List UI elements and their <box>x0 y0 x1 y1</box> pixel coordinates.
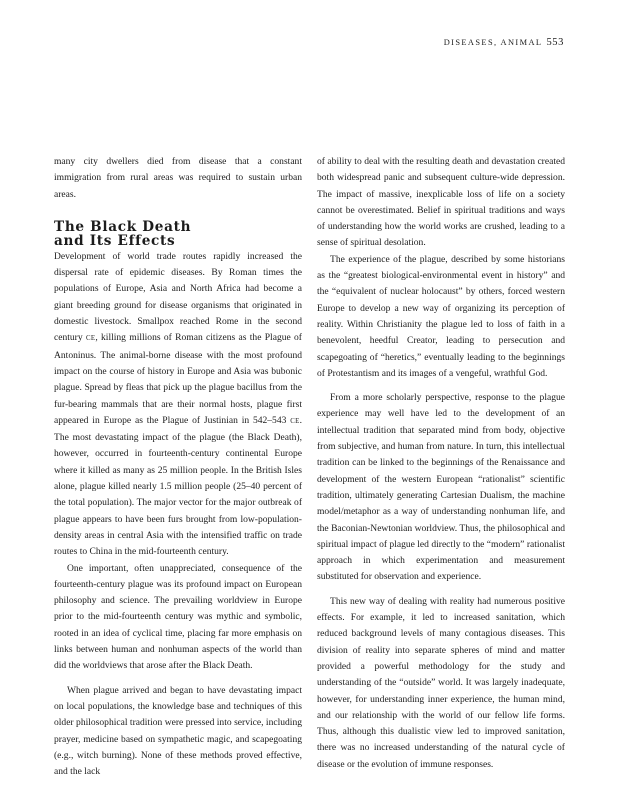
section-heading <box>54 220 302 249</box>
paragraph-text: Development of world trade routes rapidly increased the dispersal rate of epidemic diseases. By Roman times the populations of Europe, Asia and North Africa had become a giant breeding ground for disease organisms that originated in domestic livestock. Smallpox reached Rome in the second century <box>54 250 302 344</box>
running-title: DISEASES, ANIMAL <box>443 38 543 47</box>
right-column <box>317 154 565 773</box>
era-abbreviation: CE <box>85 335 96 343</box>
paragraph-trade-routes <box>54 249 302 561</box>
section-heading-line1: The Black Death <box>54 218 192 235</box>
paragraph-text: . The most devastating impact of the plague (the Black Death), however, occurred in fourteenth-century continental Europe where it killed as many as 25 million people. In the British Isles alone, plague killed nearly 1.5 million people (25–40 percent of the total population). The major vector for the major outbreak of plague appears to have been furs brought from low-population-density areas in central Asia with the intensified traffic on trade routes to China in the mid-fourteenth century. <box>54 414 303 558</box>
era-abbreviation: CE <box>290 417 300 425</box>
continuation-paragraph: of ability to deal with the resulting death and devastation created both widespread panic and subsequent culture-wide depression. The impact of massive, inexplicable loss of life on a society cannot be overestimated. Belief in spiritual traditions and ways of understanding how the world works are crushed, leading to a sense of spiritual desolation. <box>317 156 565 249</box>
paragraph-plague-arrival: When plague arrived and began to have devastating impact on local populations, the knowledge base and techniques of this older philosophical tradition were pressed into service, including prayer, medicine based on sympathetic magic, and scapegoating (e.g., witch burning). None of these methods proved effective, and the lack <box>54 684 302 778</box>
running-head <box>444 37 564 48</box>
page-number: 553 <box>546 37 564 48</box>
paragraph-plague-experience: The experience of the plague, described by some historians as the “greatest biological-environmental event in history” and the “equivalent of nuclear holocaust” by others, forced western Europe to develop a new way of organizing its perception of reality. Within Christianity the plague led to loss of faith in a benevolent, heedful Creator, leading to persecution and scapegoating of “heretics,” eventually leading to the beginnings of Protestantism and its images of a vengeful, wrathful God. <box>317 253 565 379</box>
paragraph-positive-effects: This new way of dealing with reality had numerous positive effects. For example, it led to increased sanitation, which reduced background levels of many contagious diseases. This division of reality into separate spheres of mind and matter provided a powerful methodology for the study and understanding of the “outside” world. It was largely inadequate, however, for understanding inner experience, the human mind, and our relationship with the world of our fellow life forms. Thus, although this dualistic view led to improved sanitation, there was no increased understanding of the natural cycle of disease or the evolution of immune responses. <box>317 595 565 770</box>
paragraph-philosophy-impact: One important, often unappreciated, consequence of the fourteenth-century plague was its profound impact on European philosophy and science. The prevailing worldview in Europe prior to the mid-fourteenth century was mythic and symbolic, rooted in an idea of cyclical time, placing far more emphasis on links between human and nonhuman aspects of the world than did the worldviews that arose after the Black Death. <box>54 562 302 672</box>
paragraph-text: , killing millions of Roman citizens as the Plague of Antoninus. The animal-borne disease with the most profound impact on the course of history in Europe and Asia was bubonic plague. Spread by fleas that pick up the plague bacillus from the fur-bearing mammals that are their normal hosts, plague first appeared in Europe as the Plague of Justinian in 542–543 <box>54 332 302 426</box>
continuation-paragraph: many city dwellers died from disease that a constant immigration from rural areas was required to sustain urban areas. <box>54 156 302 200</box>
paragraph-scholarly-perspective: From a more scholarly perspective, response to the plague experience may well have led to the development of an intellectual tradition that separated mind from body, objective from subjective, and human from nature. In turn, this intellectual tradition can be linked to the beginnings of the Renaissance and development of the western European “rationalist” scientific tradition, ultimately generating Cartesian Dualism, the machine model/metaphor as a way of understanding nonhuman life, and the Baconian-Newtonian worldview. Thus, the philosophical and spiritual impact of plague led directly to the “modern” rationalist approach in which experimentation and measurement substituted for observation and experience. <box>317 392 565 583</box>
section-heading-line2: and Its Effects <box>54 233 176 250</box>
left-column <box>54 154 302 780</box>
